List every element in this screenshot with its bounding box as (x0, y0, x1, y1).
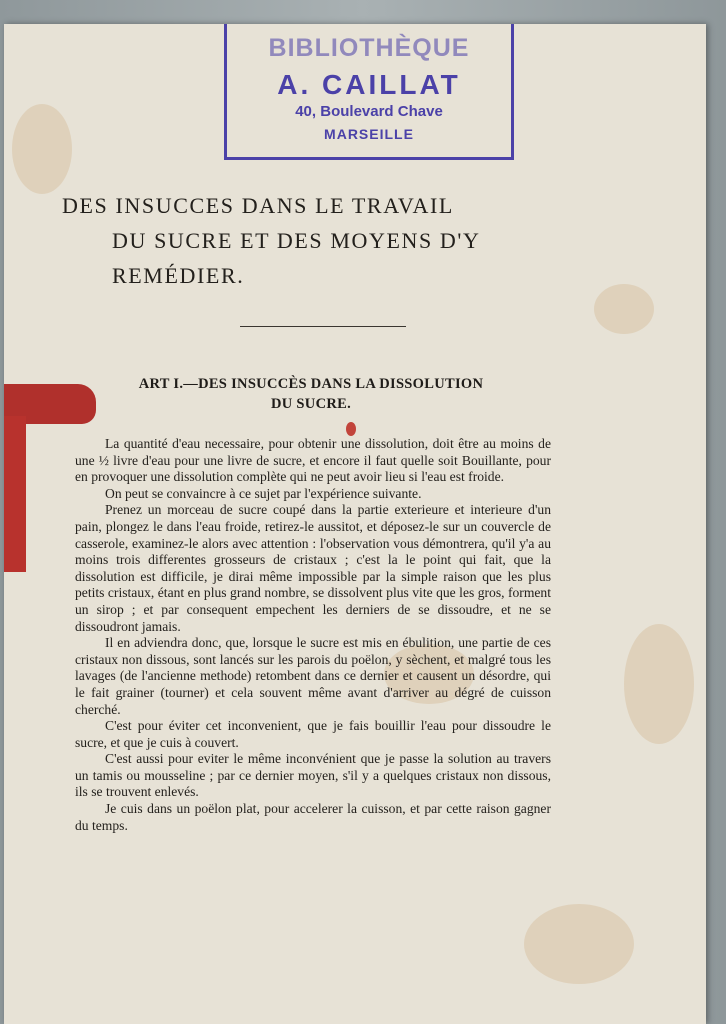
paragraph: Je cuis dans un poëlon plat, pour accelerer la cuisson, et par cette raison gagner du temps. (75, 801, 551, 833)
section-heading-line-2: DU SUCRE. (270, 396, 352, 412)
stamp-line-4: MARSEILLE (324, 126, 414, 142)
paragraph: On peut se convaincre à ce sujet par l'expérience suivante. (105, 485, 422, 501)
document-page (4, 24, 706, 1024)
paper-stain (12, 104, 72, 194)
section-heading (98, 374, 524, 414)
body-text (75, 434, 551, 834)
stamp-line-2: A. CAILLAT (277, 69, 461, 100)
paragraph: Prenez un morceau de sucre coupé dans la partie exterieure et interieure d'un pain, plongez le dans l'eau froide, retirez-le aussitot, et déposez-le sur un couvercle de casserole, examinez-le alors avec attention : l'observation vous démontrera, qu'il y'a au moins trois differentes grosseurs de cristaux ; c'est la le point qui fait, que la dissolution est difficile, je dirai même impossible par la simple raison que les plus petits cristaux, étant en plus grand nombre, se dissolvent plus vite que les gros, forment un sirop ; et par consequent empechent les derniers de se dissoudre, et ne se dissoudront jamais. (75, 502, 551, 634)
paragraph: C'est aussi pour eviter le même inconvénient que je passe la solution au travers un tamis ou mousseline ; par ce dernier moyen, s'il y a quelques cristaux non dissous, ils se trouvent enlevés. (75, 751, 551, 800)
stamp-line-3: 40, Boulevard Chave (295, 103, 443, 120)
red-ink-mark (4, 416, 26, 572)
stamp-line-1: BIBLIOTHÈQUE (268, 34, 470, 62)
paper-stain (624, 624, 694, 744)
library-stamp (224, 24, 514, 160)
document-title (62, 188, 562, 293)
paragraph: Il en adviendra donc, que, lorsque le sucre est mis en ébulition, une partie de ces cristaux non dissous, sont lancés sur les parois du poëlon, y sèchent, et malgré tous les lavages (de l'ancienne methode) retombent dans ce dernier et causent un désordre, qui le fait grainer (tourner) et cela souvent même avant d'arriver au dégré de cuisson cherché. (75, 635, 551, 717)
title-line-1: DES INSUCCES DANS LE TRAVAIL (62, 193, 454, 218)
title-line-3: REMÉDIER. (112, 263, 245, 288)
paper-stain (524, 904, 634, 984)
title-divider (240, 326, 406, 327)
section-heading-line-1: ART I.—DES INSUCCÈS DANS LA DISSOLUTION (138, 376, 484, 392)
paper-stain (594, 284, 654, 334)
paragraph: C'est pour éviter cet inconvenient, que je fais bouillir l'eau pour dissoudre le sucre, et que je cuis à couvert. (75, 718, 551, 750)
paragraph: La quantité d'eau necessaire, pour obtenir une dissolution, doit être au moins de une ½ livre d'eau pour une livre de sucre, et encore il faut quelle soit Bouillante, pour en provoquer une dissolution complète qui ne peut avoir lieu si l'eau est froide. (75, 436, 551, 485)
title-line-2: DU SUCRE ET DES MOYENS D'Y (112, 228, 481, 253)
